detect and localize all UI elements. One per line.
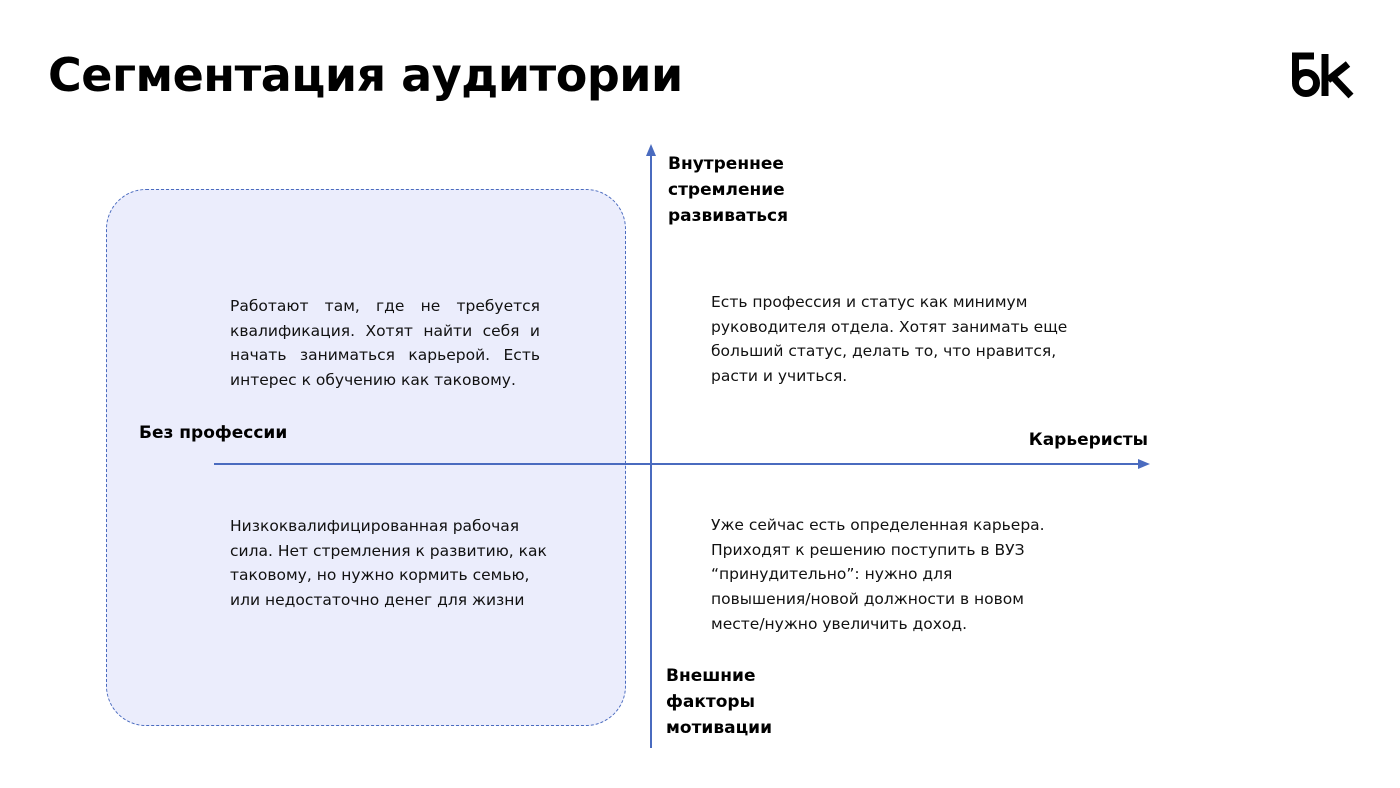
logo-letter-b-bowl [1296,73,1317,94]
quadrant-bottom-right-description: Уже сейчас есть определенная карьера. Приходят к решению поступить в ВУЗ “принудительно”: нужно для повышения/новой должности в новом месте/нужно увеличить доход. [711,516,1045,633]
vertical-axis-top-label: Внутреннее стремление развиваться [668,154,789,226]
quadrant-bottom-left-description: Низкоквалифицированная рабочая сила. Нет стремления к развитию, как таковому, но нужно кормить семью, или недостаточно денег для жизни [230,517,547,610]
quadrant-top-left-description: Работают там, где не требуется квалификация. Хотят найти себя и начать заниматься карьерой. Есть интерес к обучению как таковому. [230,297,540,390]
quadrant-top-right-description: Есть профессия и статус как минимум руководителя отдела. Хотят занимать еще больший статус, делать то, что нравится, расти и учиться. [711,293,1068,386]
vertical-axis-arrow [646,144,656,156]
vertical-axis-bottom-label: Внешние факторы мотивации [666,666,772,738]
brand-logo [1288,52,1354,100]
logo-letter-k-leg [1333,77,1351,96]
horizontal-axis-arrow [1138,459,1150,469]
horizontal-axis-left-label: Без профессии [139,423,288,443]
highlighted-segment-area [106,189,626,726]
horizontal-axis-right-label: Карьеристы [1028,430,1148,450]
slide-title: Сегментация аудитории [48,48,683,102]
